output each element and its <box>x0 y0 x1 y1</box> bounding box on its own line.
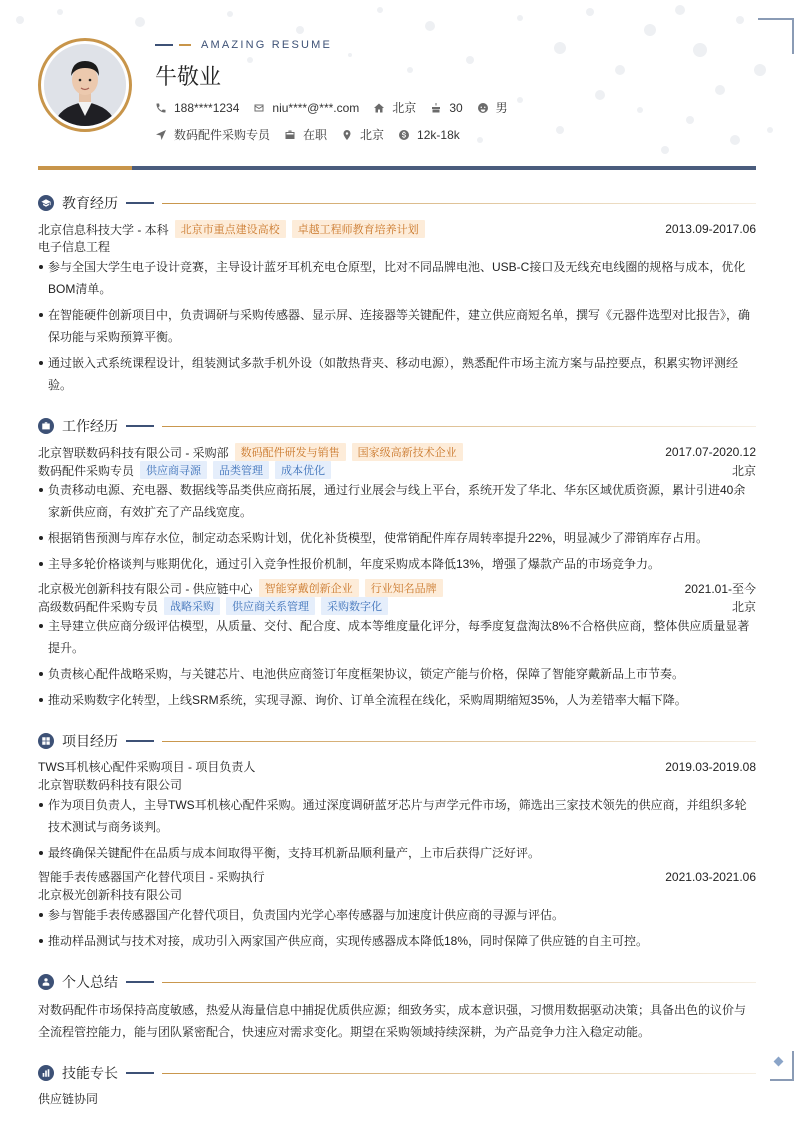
face-icon <box>477 102 489 114</box>
age-value: 30 <box>449 100 463 115</box>
project-title: TWS耳机核心配件采购项目 - 项目负责人 <box>38 760 256 774</box>
status-value: 在职 <box>303 128 328 142</box>
briefcase-section-icon <box>38 418 54 434</box>
company-tag: 数码配件研发与销售 <box>235 443 346 461</box>
section-education-title <box>38 193 756 213</box>
education-major: 电子信息工程 <box>38 240 111 254</box>
location-value: 北京 <box>360 128 385 142</box>
bar-chart-icon <box>38 1065 54 1081</box>
section-line-short <box>126 981 154 983</box>
header-divider <box>38 166 756 170</box>
email-item <box>253 101 359 115</box>
work-role: 数码配件采购专员 <box>38 463 135 478</box>
list-item: 推动样品测试与技术对接，成功引入两家国产供应商，实现传感器成本降低18%，同时保障了供应链的自主可控。 <box>38 930 756 952</box>
project-title: 智能手表传感器国产化替代项目 - 采购执行 <box>38 870 265 884</box>
section-work-title <box>38 416 756 436</box>
school-tag: 卓越工程师教育培养计划 <box>292 220 425 238</box>
project-bullets <box>38 904 756 956</box>
pin-icon <box>341 129 353 141</box>
project-header <box>38 868 756 885</box>
list-item: 根据销售预测与库存水位，制定动态采购计划，优化补货模型，使常销配件库存周转率提升22%，明显减少了滞销库存占用。 <box>38 527 756 549</box>
skill-item: 供应链协同 <box>38 1092 99 1106</box>
company-tag: 行业知名品牌 <box>365 579 443 597</box>
briefcase-icon <box>284 129 296 141</box>
section-line-long <box>162 1073 756 1074</box>
list-item: 参与全国大学生电子设计竞赛，主导设计蓝牙耳机充电仓原型，比对不同品牌电池、USB-C接口及无线充电线圈的规格与成本，优化BOM清单。 <box>38 256 756 300</box>
skill-tag: 成本优化 <box>275 461 331 479</box>
section-line-long <box>162 203 756 204</box>
position-item <box>155 126 270 143</box>
project-company-row <box>38 776 756 793</box>
status-item <box>284 126 327 143</box>
skill-tag: 品类管理 <box>213 461 269 479</box>
list-item: 参与智能手表传感器国产化替代项目，负责国内光学心率传感器与加速度计供应商的寻源与评估。 <box>38 904 756 926</box>
section-title-text: 项目经历 <box>62 733 118 749</box>
city-value: 北京 <box>392 101 417 115</box>
list-item: 负责移动电源、充电器、数据线等品类供应商拓展，通过行业展会与线上平台，系统开发了华北、华东区域优质资源，累计引进40余家新供应商，有效扩充了产品线宽度。 <box>38 479 756 523</box>
company-tag: 国家级高新技术企业 <box>352 443 463 461</box>
gender-item <box>477 99 508 116</box>
work-role-row <box>38 461 756 479</box>
user-icon <box>38 974 54 990</box>
summary-text: 对数码配件市场保持高度敏感，热爱从海量信息中捕捉优质供应源；细致务实，成本意识强，习惯用数据驱动决策；具备出色的议价与全流程管控能力，能与团队紧密配合，快速应对需求变化。期望在采购领域持续深耕，为产品竞争力注入稳定动能。 <box>38 1003 747 1039</box>
education-period: 2013.09-2017.06 <box>665 222 756 236</box>
work-header <box>38 579 756 597</box>
mail-icon <box>253 102 265 114</box>
candidate-name: 牛敬业 <box>155 65 222 90</box>
section-title-text: 个人总结 <box>62 974 118 990</box>
phone-item <box>155 101 239 115</box>
skill-tag: 供应商寻源 <box>140 461 207 479</box>
skill-tag: 供应商关系管理 <box>226 597 315 615</box>
section-line-short <box>126 202 154 204</box>
work-city: 北京 <box>731 463 756 478</box>
project-company-row <box>38 886 756 903</box>
project-period: 2019.03-2019.08 <box>665 759 756 774</box>
phone-value: 188****1234 <box>174 100 240 115</box>
work-bullets <box>38 479 756 579</box>
section-summary-title <box>38 972 756 992</box>
email-value: niu****@***.com <box>272 100 360 115</box>
list-item: 主导建立供应商分级评估模型，从质量、交付、配合度、成本等维度量化评分，每季度复盘淘汰8%不合格供应商，整体供应质量显著提升。 <box>38 615 756 659</box>
header-divider-navy <box>132 166 756 170</box>
school-name: 北京信息科技大学 - 本科 <box>38 222 169 237</box>
section-line-short <box>126 1072 154 1074</box>
list-item: 在智能硬件创新项目中，负责调研与采购传感器、显示屏、连接器等关键配件，建立供应商短名单，撰写《元器件选型对比报告》，确保功能与采购预算平衡。 <box>38 304 756 348</box>
coin-icon <box>398 129 410 141</box>
contact-row-primary <box>155 99 522 116</box>
avatar <box>44 44 126 126</box>
list-item: 负责核心配件战略采购，与关键芯片、电池供应商签订年度框架协议，锁定产能与价格，保障了智能穿戴新品上市节奏。 <box>38 663 756 685</box>
brand-dash-gold <box>179 44 191 46</box>
list-item: 通过嵌入式系统课程设计，组装测试多款手机外设（如散热背夹、移动电源），熟悉配件市场主流方案与品控要点，积累实物评测经验。 <box>38 352 756 396</box>
list-item: 推动采购数字化转型，上线SRM系统，实现寻源、询价、订单全流程在线化，采购周期缩短35%，人为差错率大幅下降。 <box>38 689 756 711</box>
work-role-row <box>38 597 756 615</box>
company-name: 北京智联数码科技有限公司 - 采购部 <box>38 445 229 460</box>
skill-tag: 采购数字化 <box>321 597 388 615</box>
location-item <box>341 126 384 143</box>
list-item: 最终确保关键配件在品质与成本间取得平衡，支持耳机新品顺利量产，上市后获得广泛好评。 <box>38 842 756 864</box>
brand-line <box>155 39 332 51</box>
graduation-cap-icon <box>38 195 54 211</box>
cake-icon <box>430 102 442 114</box>
section-line-long <box>162 426 756 427</box>
work-role: 高级数码配件采购专员 <box>38 599 159 614</box>
phone-icon <box>155 102 167 114</box>
grid-icon <box>38 733 54 749</box>
education-major-row <box>38 238 756 255</box>
send-icon <box>155 129 167 141</box>
company-name: 北京极光创新科技有限公司 - 供应链中心 <box>38 581 253 596</box>
position-value: 数码配件采购专员 <box>174 128 271 142</box>
work-header <box>38 443 756 461</box>
section-line-long <box>162 982 756 983</box>
section-line-short <box>126 740 154 742</box>
work-period: 2021.01-至今 <box>684 581 756 596</box>
home-icon <box>373 102 385 114</box>
city-item <box>373 99 416 116</box>
list-item: 作为项目负责人，主导TWS耳机核心配件采购。通过深度调研蓝牙芯片与声学元件市场，筛选出三家技术领先的供应商，并组织多轮技术测试与商务谈判。 <box>38 794 756 838</box>
work-city: 北京 <box>731 599 756 614</box>
section-line-short <box>126 425 154 427</box>
project-bullets <box>38 794 756 868</box>
project-header <box>38 758 756 775</box>
project-company: 北京智联数码科技有限公司 <box>38 778 183 792</box>
brand-text: AMAZING RESUME <box>201 39 333 51</box>
section-title-text: 工作经历 <box>62 418 118 434</box>
work-bullets <box>38 615 756 715</box>
avatar-portrait-icon <box>44 44 126 126</box>
school-tag: 北京市重点建设高校 <box>175 220 286 238</box>
work-period: 2017.07-2020.12 <box>665 445 756 459</box>
header-divider-gold <box>38 166 132 170</box>
age-item <box>430 101 462 115</box>
section-line-long <box>162 741 756 742</box>
contact-row-secondary <box>155 126 474 143</box>
education-bullets <box>38 256 756 400</box>
salary-value: 12k-18k <box>417 127 460 142</box>
education-header <box>38 220 756 238</box>
skill-tag: 战略采购 <box>164 597 220 615</box>
avatar-frame <box>38 38 132 132</box>
salary-item <box>398 128 460 142</box>
project-period: 2021.03-2021.06 <box>665 869 756 884</box>
corner-decoration-bottom <box>770 1051 794 1081</box>
section-title-text: 技能专长 <box>62 1065 118 1081</box>
section-skills-title <box>38 1063 756 1083</box>
project-company: 北京极光创新科技有限公司 <box>38 888 183 902</box>
corner-decoration-top <box>758 18 794 54</box>
company-tag: 智能穿戴创新企业 <box>259 579 359 597</box>
section-title-text: 教育经历 <box>62 195 118 211</box>
list-item: 主导多轮价格谈判与账期优化，通过引入竞争性报价机制，年度采购成本降低13%，增强了爆款产品的市场竞争力。 <box>38 553 756 575</box>
gender-value: 男 <box>495 101 508 115</box>
brand-dash-navy <box>155 44 173 46</box>
section-projects-title <box>38 731 756 751</box>
